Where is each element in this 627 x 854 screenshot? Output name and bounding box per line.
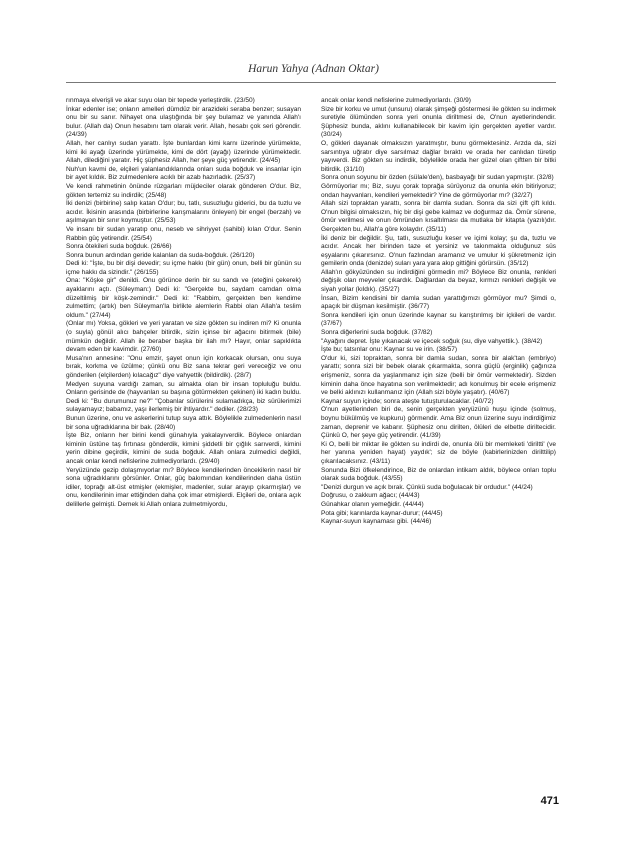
verse-paragraph: Ona: "Köşke gir" denildi. Onu görünce derin bir su sandı ve (eteğini çekerek) ayaklarını açtı. (Süleyman:) Dedi ki: "Gerçekte bu, saydam camdan olma düzeltilmiş bir köşk-zemindir." Dedi ki: "Rabbim, gerçekten ben kendime zulmettim; (artık) ben Süleyman'la birlikte alemlerin Rabbi olan Allah'a teslim oldum." (27/44) (66, 277, 301, 319)
header-rule (66, 82, 556, 83)
verse-paragraph: "Denizi durgun ve açık bırak. Çünkü suda boğulacak bir ordudur." (44/24) (321, 483, 533, 491)
page-number: 471 (540, 795, 559, 807)
verse-paragraph: İşte bu; tatsınlar onu: Kaynar su ve irin. (38/57) (321, 346, 458, 354)
right-column (321, 97, 556, 527)
verse-paragraph: İnkar edenler ise; onların amelleri dümdüz bir arazideki seraba benzer; susayan onu bir su sanır. Nihayet ona ulaştığında bir şey bulamaz ve yanında Allah'ı bulur. (Allah da) Onun hesabını tam olarak verir. Allah, hesabı çok seri görendir. (24/39) (66, 105, 301, 139)
verse-paragraph: O'nun ayetlerinden biri de, senin gerçekten yeryüzünü huşu içinde (solmuş, boynu bükülmüş ve kupkuru) görmendir. Ama Biz onun üzerine suyu indirdiğimiz zaman, deprenir ve kabarır. Şüphesiz onu dirilten, ölüleri de elbette diriltecidir. Çünkü O, her şeye güç yetirendir. (41/39) (321, 406, 556, 440)
verse-paragraph: Pota gibi; karınlarda kaynar-durur; (44/45) (321, 509, 443, 517)
verse-paragraph: Medyen suyuna vardığı zaman, su almakta olan bir insan topluluğu buldu. Onların gerisinde de (hayvanları su başına götürmekten çekinen) iki kadın buldu. Dedi ki: "Bu durumunuz ne?" "Çobanlar sürülerini sulamadıkça, biz sürülerimizi sulayamayız; babamız, yaşı ilerlemiş bir ihtiyardır." dediler. (28/23) (66, 380, 301, 414)
verse-paragraph: Yeryüzünde gezip dolaşmıyorlar mı? Böylece kendilerinden öncekilerin nasıl bir sona uğradıklarını görsünler. Onlar, güç bakımından kendilerinden daha üstün idiler, toprağı alt-üst etmişler (ekmişler, madenler, sular arayıp çıkarmışlar) ve onu, kendilerinin imar ettiğinden daha çok imar etmişlerdi. Elçileri de, onlara açık delillerle gelmişti. Demek ki Allah onlara zulmetmiyordu, (66, 466, 301, 508)
verse-paragraph: Günahkar olanın yemeğidir. (44/44) (321, 500, 424, 508)
verse-paragraph: Ve insanı bir sudan yaratıp onu, neseb ve sihriyyet (sahibi) kılan O'dur. Senin Rabbin güç yetirendir. (25/54) (66, 225, 301, 242)
verse-paragraph: Sonra ötekileri suda boğduk. (26/66) (66, 243, 172, 251)
verse-paragraph: Sonra bunun ardından geride kalanları da suda-boğduk. (26/120) (66, 251, 255, 259)
verse-paragraph: Sonunda Bizi öfkelendirince, Biz de onlardan intikam aldık, böylece onları toplu olarak suda boğduk. (43/55) (321, 466, 556, 483)
verse-paragraph: Allah sizi topraktan yarattı, sonra bir damla sudan. Sonra da sizi çift çift kıldı. O'nun bilgisi olmaksızın, hiç bir dişi gebe kalmaz ve doğurmaz da. Ömür sürene, ömür verilmesi ve onun ömründen kısaltılması da mutlaka bir kitapta (yazılı)dır. Gerçekten bu, Allah'a göre kolaydır. (35/11) (321, 200, 556, 233)
verse-paragraph: İnsan, Bizim kendisini bir damla sudan yarattığımızı görmüyor mu? Şimdi o, apaçık bir düşman kesilmiştir. (36/77) (321, 294, 556, 311)
left-column (66, 97, 301, 510)
verse-paragraph: İki deniz bir değildir. Şu, tatlı, susuzluğu keser ve içimi kolay; şu da, tuzlu ve acıdır. Ancak her birinden taze et yersiniz ve takınmakta olduğunuz süs eşyalarını çıkarırsınız. O'nun fazlından aramanız ve umulur ki şükretmeniz için gemilerin onda (denizde) suları yara yara akıp gittiğini görürsün. (35/12) (321, 234, 556, 268)
verse-paragraph: İki denizi (birbirine) salıp katan O'dur; bu, tatlı, susuzluğu giderici, bu da tuzlu ve acıdır. İkisinin arasında (birbirlerine karışmalarını önleyen) bir engel (berzah) ve aşılmayan bir sınır koymuştur. (25/53) (66, 200, 301, 225)
verse-paragraph: Allah'ın gökyüzünden su indirdiğini görmedin mi? Böylece Biz onunla, renkleri değişik olan meyveler çıkardık. Dağlardan da beyaz, kırmızı renkleri değişik ve siyah yollar (kıldık). (35/27) (321, 268, 556, 294)
verse-paragraph: Bunun üzerine, onu ve askerlerini tutup suya attık. Böylelikle zulmedenlerin nasıl bir sona uğradıklarına bir bak. (28/40) (66, 414, 301, 431)
verse-paragraph: Sonra kendileri için onun üzerinde kaynar su karıştırılmış bir içkileri de vardır. (37/67) (321, 311, 556, 328)
verse-paragraph: Kaynar-suyun kaynaması gibi. (44/46) (321, 518, 432, 526)
running-header: Harun Yahya (Adnan Oktar) (248, 63, 379, 75)
verse-paragraph: Ve kendi rahmetinin önünde rüzgarları müjdeciler olarak gönderen O'dur. Biz, gökten tertemiz su indirdik; (25/48) (66, 182, 301, 199)
verse-paragraph: O, gökleri dayanak olmaksızın yaratmıştır, bunu görmektesiniz. Arzda da, sizi sarsıntıya uğratır diye sarsılmaz dağlar bıraktı ve orada her canlıdan türetip yayıverdi. Biz gökten su indirdik, böylelikle orada her güzel olan çiftten bir bitki bitirdik. (31/10) (321, 139, 556, 173)
verse-paragraph: rınmaya elverişli ve akar suyu olan bir tepede yerleştirdik. (23/50) (66, 97, 255, 104)
verse-paragraph: Sonra diğerlerini suda boğduk. (37/82) (321, 329, 433, 337)
verse-paragraph: Size bir korku ve umut (unsuru) olarak şimşeği göstermesi ile gökten su indirmek suretiyle ölümünden sonra yeri onunla diriltmesi de, O'nun ayetlerindendir. Şüphesiz bunda, aklını kullanabilecek bir kavim için gerçekten ayetler vardır. (30/24) (321, 105, 556, 139)
verse-paragraph: O'dur ki, sizi topraktan, sonra bir damla sudan, sonra bir alak'tan (embriyo) yarattı; sonra sizi bir bebek olarak çıkarmakta, sonra güçlü (erginlik) çağınıza erişmeniz, sonra da yaşlanmanız için size (belli bir ömür vermektedir). Sizden kiminin daha önce hayatına son verilmektedir; adı konulmuş bir ecele erişmeniz ve belki aklınızı kullanmanız için (Allah sizi böyle yaşatır). (40/67) (321, 354, 556, 397)
verse-paragraph: Sonra onun soyunu bir özden (sülale'den), basbayağı bir sudan yapmıştır. (32/8) (321, 174, 554, 182)
verse-paragraph: Ki O, belli bir miktar ile gökten su indirdi de, onunla ölü bir memleketi 'diriltti' (ve her yanına yeniden hayat) yaydık'; siz de böyle (kabirlerinizden dirilttilip) çıkarılacaksınız. (43/11) (321, 440, 556, 465)
verse-paragraph: Musa'nın annesine: "Onu emzir, şayet onun için korkacak olursan, onu suya bırak, korkma ve üzülme; çünkü onu Biz sana tekrar geri vereceğiz ve onu gönderilen (elçilerden) kılacağız" diye vahyettik (bildirdik). (28/7) (66, 354, 301, 379)
verse-paragraph: Allah, her canlıyı sudan yarattı. İşte bunlardan kimi karnı üzerinde yürümekte, kimi iki ayağı üzerinde yürümekte, kimi de dört (ayağı) üzerinde yürümektedir. Allah, dilediğini yaratır. Hiç şüphesiz Allah, her şeye güç yetirendir. (24/45) (66, 139, 301, 165)
verse-paragraph: Doğrusu, o zakkum ağacı; (44/43) (321, 492, 420, 500)
verse-paragraph: ancak onlar kendi nefislerine zulmediyorlardı. (30/9) (321, 97, 471, 104)
verse-paragraph: Görmüyorlar mı; Biz, suyu çorak toprağa sürüyoruz da onunla ekin bitiriyoruz; ondan hayvanları, kendileri yemektedir? Yine de görmüyorlar mı? (32/27) (321, 182, 556, 199)
verse-paragraph: Nuh'un kavmi de, elçileri yalanlandıklarında onları suda boğduk ve insanlar için bir ayet kıldık. Biz zulmedenlere acıklı bir azab hazırladık. (25/37) (66, 165, 301, 182)
verse-paragraph: (Onlar mı) Yoksa, gökleri ve yeri yaratan ve size gökten su indiren mi? Ki onunla (o suyla) gönül alıcı bahçeler bitirdik, sizin içinse bir ağacını bitirmek (bile) mümkün değildir. Allah ile beraber başka bir ilah mı? Hayır, onlar sapıklıkta devam eden bir kavimdir. (27/60) (66, 320, 301, 354)
verse-paragraph: Dedi ki: "İşte, bu bir dişi devedir; su içme hakkı (bir gün) onun, belli bir günün su içme hakkı da sizindir." (26/155) (66, 260, 301, 276)
verse-paragraph: İşte Biz, onların her birini kendi günahıyla yakalayıverdik. Böylece onlardan kiminin üstüne taş fırtınası gönderdik, kimini şiddetli bir çığlık sarıverdi, kimini yerin dibine geçirdik, kimini de suda boğduk. Allah onlara zulmedici değildi, ancak onlar kendi nefislerine zulmediyorlardı. (29/40) (66, 432, 301, 465)
verse-paragraph: Kaynar suyun içinde; sonra ateşte tutuşturulacaklar. (40/72) (321, 397, 494, 405)
verse-paragraph: "Ayağını depret. İşte yıkanacak ve içecek soğuk (su, diye vahyettik.). (38/42) (321, 337, 543, 345)
